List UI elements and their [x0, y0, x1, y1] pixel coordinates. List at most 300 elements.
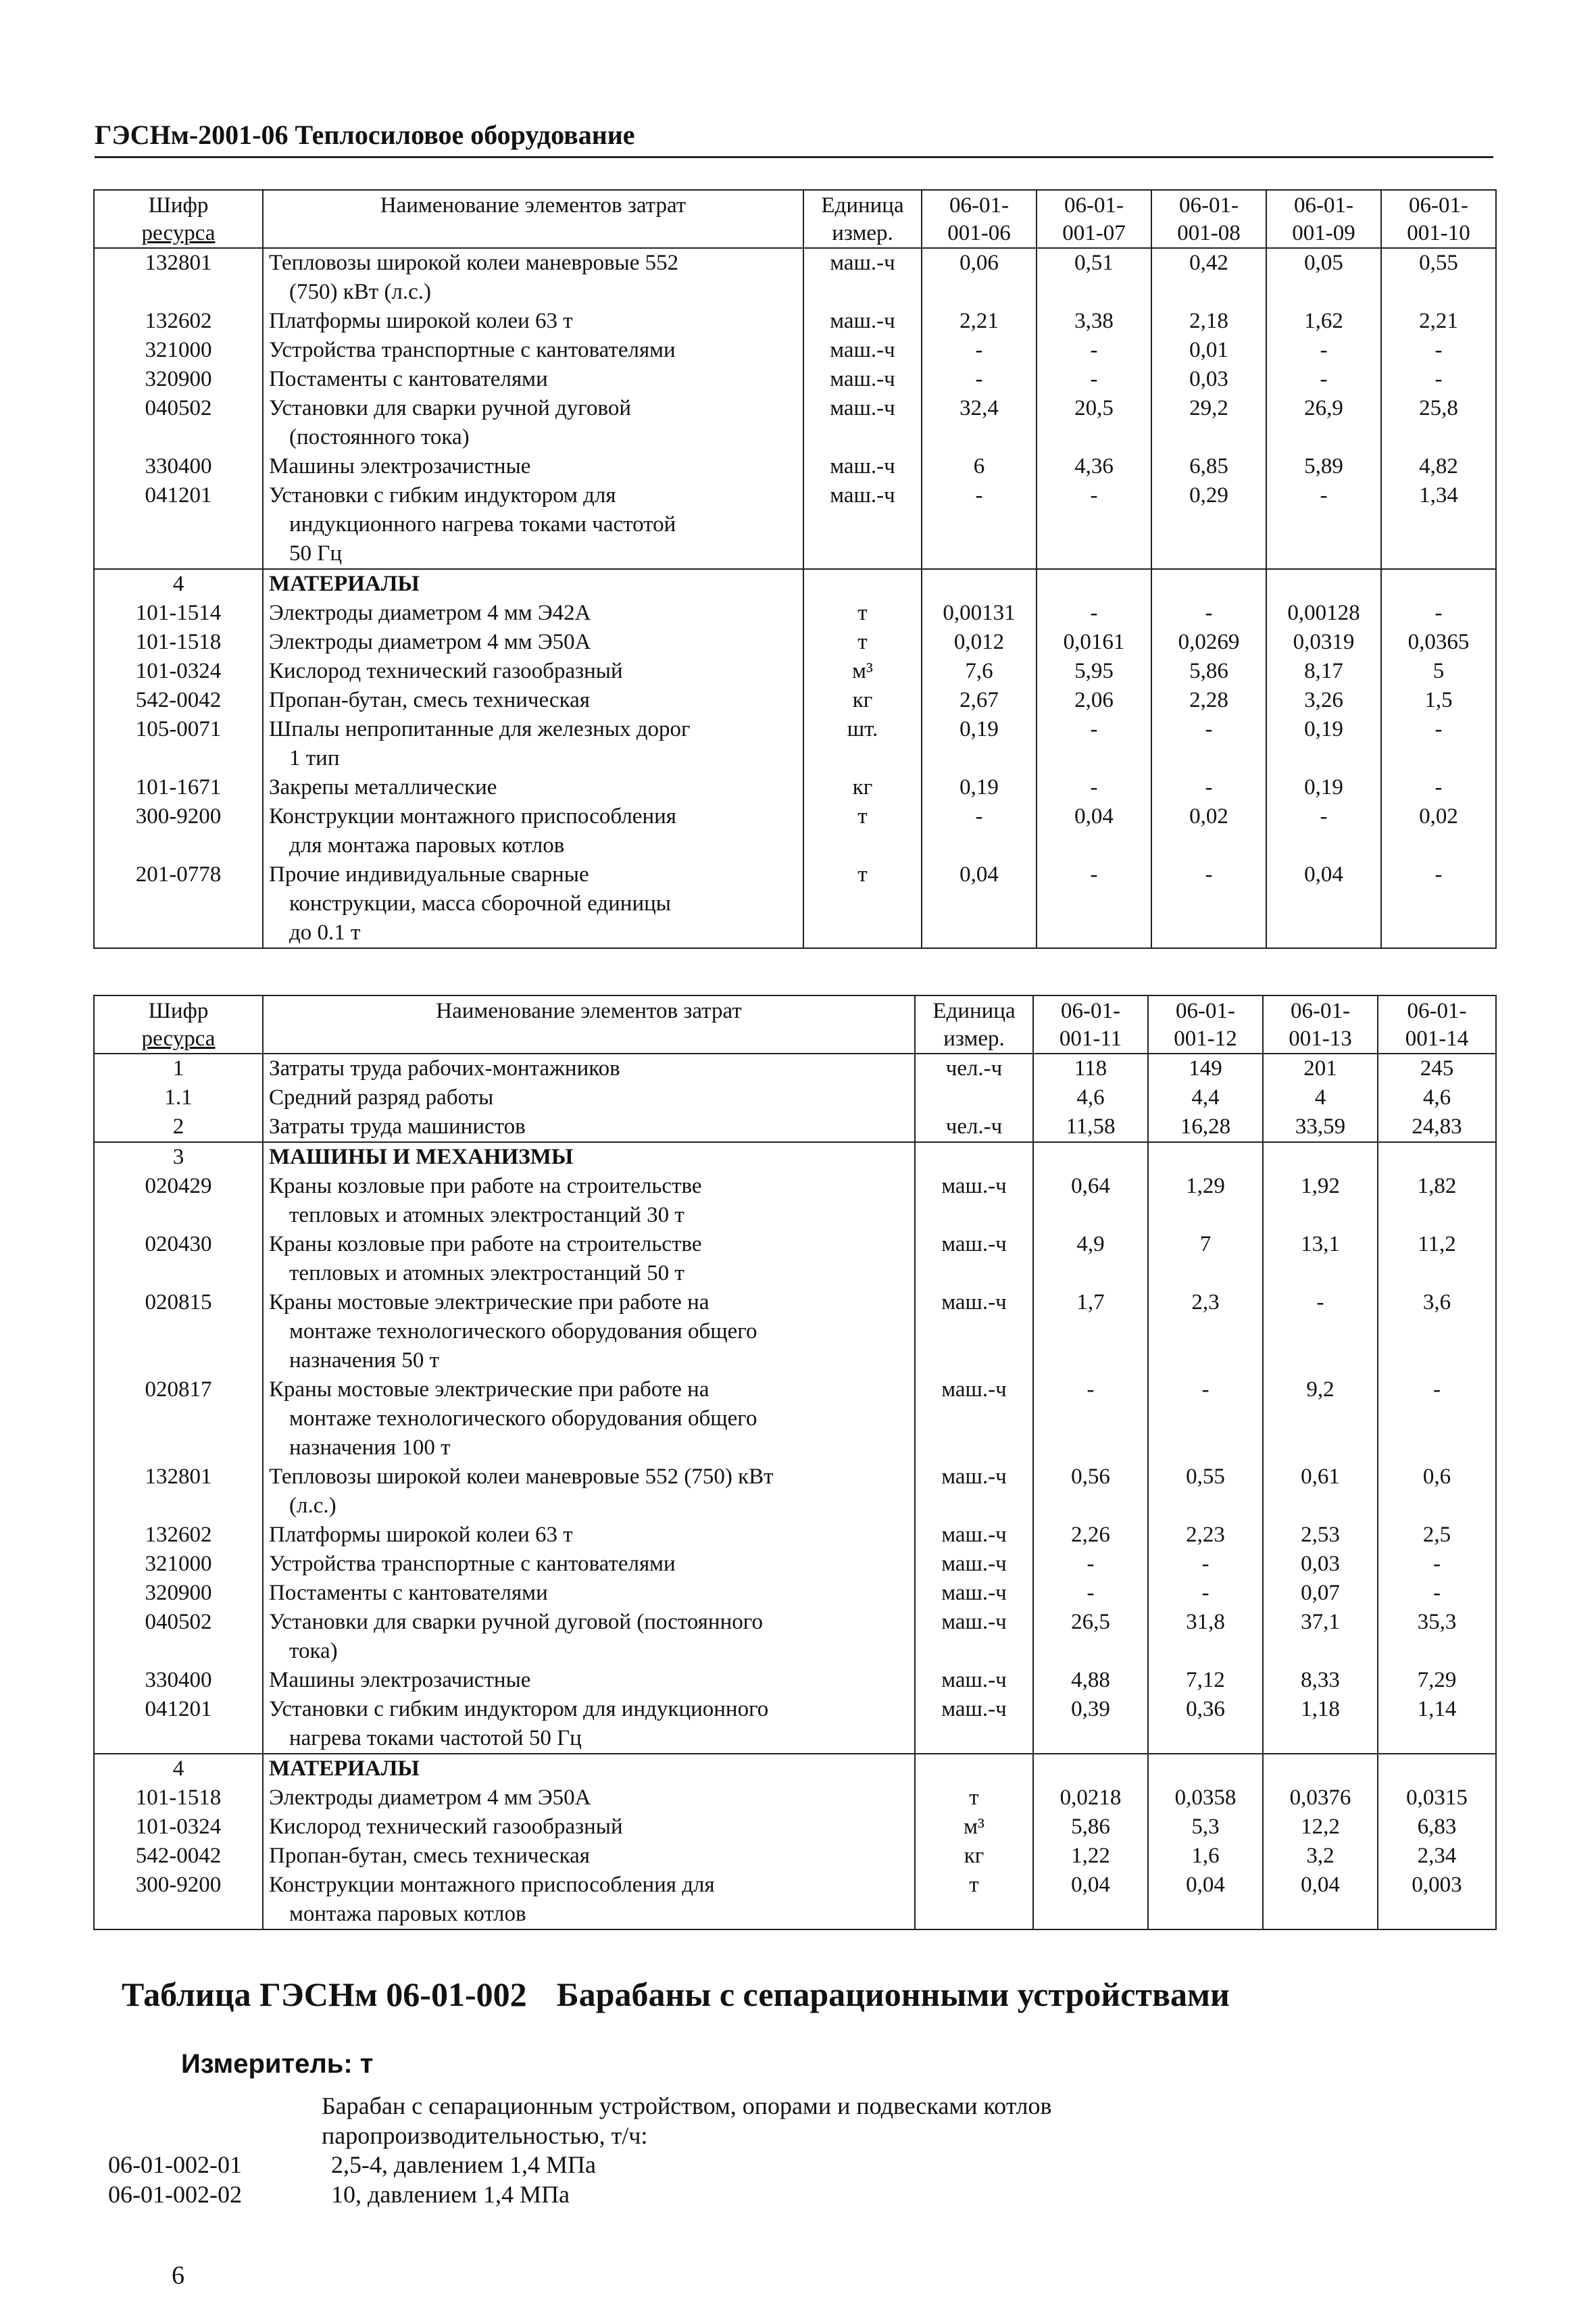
unit: маш.-ч: [915, 1695, 1033, 1754]
norm-value: 0,0218: [1033, 1783, 1148, 1813]
col-header: 06-01- 001-10: [1381, 190, 1496, 248]
table-title-label: Таблица ГЭСНм 06-01-002: [122, 1975, 527, 2013]
unit: т: [803, 802, 922, 860]
table-row: [94, 1288, 1496, 1375]
unit: м³: [803, 657, 922, 686]
cost-element-name: Машины электрозачистные: [263, 1666, 915, 1695]
unit: маш.-ч: [915, 1608, 1033, 1666]
cost-element-name: Тепловозы широкой колеи маневровые 552 (750) кВт (л.с.): [263, 1462, 915, 1521]
cost-element-name: Конструкции монтажного приспособления для монтажа паровых котлов: [263, 1871, 915, 1929]
unit: маш.-ч: [915, 1172, 1033, 1230]
unit: маш.-ч: [803, 336, 922, 365]
norm-value: 3,26: [1266, 686, 1381, 715]
cost-element-name: Кислород технический газообразный: [263, 1813, 915, 1842]
resource-code: 320900: [94, 365, 263, 394]
norm-value: 0,00128: [1266, 599, 1381, 628]
norm-value: 12,2: [1263, 1813, 1378, 1842]
norm-value: 35,3: [1378, 1608, 1496, 1666]
table-header: [94, 995, 1496, 1054]
norm-value: 5,95: [1037, 657, 1151, 686]
norm-value: 0,0161: [1037, 628, 1151, 657]
resource-code: 105-0071: [94, 715, 263, 773]
norm-value: 0,00131: [922, 599, 1037, 628]
norm-value: 1,5: [1381, 686, 1496, 715]
resource-code: 4: [94, 1754, 263, 1783]
unit: маш.-ч: [915, 1230, 1033, 1288]
norm-value: 0,012: [922, 628, 1037, 657]
norm-value: -: [1151, 860, 1266, 948]
unit: маш.-ч: [803, 248, 922, 307]
page-number: 6: [172, 2261, 184, 2290]
norm-value: 0,04: [1266, 860, 1381, 948]
norm-value: 0,19: [1266, 715, 1381, 773]
resource-code: 101-1671: [94, 773, 263, 802]
norm-value: 0,19: [1266, 773, 1381, 802]
table-row: [94, 307, 1496, 336]
cost-element-name: Закрепы металлические: [263, 773, 803, 802]
page-header: ГЭСНм-2001-06 Теплосиловое оборудование: [95, 119, 1493, 158]
norm-value: 2,06: [1037, 686, 1151, 715]
cost-element-name: Краны мостовые электрические при работе на монтаже технологического оборудования общего назначения 100 т: [263, 1375, 915, 1462]
col-header: 06-01- 001-11: [1033, 995, 1148, 1054]
norm-value: -: [1037, 715, 1151, 773]
cost-element-name: МАТЕРИАЛЫ: [263, 569, 803, 599]
norm-value: -: [1037, 860, 1151, 948]
norm-value: 1,29: [1148, 1172, 1263, 1230]
norm-value: 0,01: [1151, 336, 1266, 365]
norm-value: -: [1266, 365, 1381, 394]
norm-value: 0,6: [1378, 1462, 1496, 1521]
norm-value: 0,0269: [1151, 628, 1266, 657]
section-row: [94, 1142, 1496, 1172]
unit: т: [915, 1783, 1033, 1813]
norm-value: 0,02: [1151, 802, 1266, 860]
cost-element-name: Платформы широкой колеи 63 т: [263, 307, 803, 336]
cost-element-name: Краны козловые при работе на строительстве тепловых и атомных электростанций 50 т: [263, 1230, 915, 1288]
section-row: [94, 1754, 1496, 1783]
resource-code: 320900: [94, 1579, 263, 1608]
unit: т: [915, 1871, 1033, 1929]
norm-value: 3,6: [1378, 1288, 1496, 1375]
norm-value: 0,07: [1263, 1579, 1378, 1608]
norm-value: 0,02: [1381, 802, 1496, 860]
norm-value: 201: [1263, 1054, 1378, 1083]
norm-value: 4,9: [1033, 1230, 1148, 1288]
norm-value: 1,82: [1378, 1172, 1496, 1230]
norm-value: -: [922, 336, 1037, 365]
table-row: [94, 1695, 1496, 1754]
resource-code: 201-0778: [94, 860, 263, 948]
cost-element-name: Установки для сварки ручной дуговой (постоянного тока): [263, 394, 803, 452]
name-header: Наименование элементов затрат: [263, 190, 803, 248]
norm-value: 13,1: [1263, 1230, 1378, 1288]
norm-value: 149: [1148, 1054, 1263, 1083]
norm-value: [1148, 1754, 1263, 1783]
norm-value: -: [1378, 1375, 1496, 1462]
norm-value: 2,53: [1263, 1521, 1378, 1550]
norm-value: 2,21: [922, 307, 1037, 336]
norm-value: 0,29: [1151, 481, 1266, 569]
norm-value: 1,92: [1263, 1172, 1378, 1230]
table-body: [94, 1054, 1496, 1929]
norm-value: -: [1037, 773, 1151, 802]
table-row: [94, 452, 1496, 481]
norm-value: -: [1151, 773, 1266, 802]
resource-code: 132602: [94, 1521, 263, 1550]
norm-value: [1378, 1754, 1496, 1783]
col-header: 06-01- 001-09: [1266, 190, 1381, 248]
norm-value: 0,55: [1148, 1462, 1263, 1521]
table-row: [94, 1579, 1496, 1608]
norm-value: 245: [1378, 1054, 1496, 1083]
unit-header: Единица измер.: [915, 995, 1033, 1054]
unit: [915, 1754, 1033, 1783]
norm-value: -: [1148, 1550, 1263, 1579]
norm-value: 5,86: [1151, 657, 1266, 686]
norm-value: 26,9: [1266, 394, 1381, 452]
resource-code: 330400: [94, 1666, 263, 1695]
item-text: 10, давлением 1,4 МПа: [331, 2181, 570, 2208]
norm-value: 2,26: [1033, 1521, 1148, 1550]
norm-value: 3,38: [1037, 307, 1151, 336]
norm-value: -: [1381, 336, 1496, 365]
norm-value: [1037, 569, 1151, 599]
table-row: [94, 1462, 1496, 1521]
norm-value: 6,85: [1151, 452, 1266, 481]
norm-value: 32,4: [922, 394, 1037, 452]
resource-code: 300-9200: [94, 802, 263, 860]
norm-value: 5,89: [1266, 452, 1381, 481]
resource-table-1: [93, 189, 1497, 949]
norm-value: 2,28: [1151, 686, 1266, 715]
norm-value: 0,39: [1033, 1695, 1148, 1754]
norm-value: 16,28: [1148, 1112, 1263, 1142]
norm-value: 8,33: [1263, 1666, 1378, 1695]
resource-code: 041201: [94, 1695, 263, 1754]
resource-code: 101-1518: [94, 1783, 263, 1813]
unit: т: [803, 860, 922, 948]
unit: маш.-ч: [803, 307, 922, 336]
table-row: [94, 248, 1496, 307]
resource-code: 101-1514: [94, 599, 263, 628]
norm-value: -: [1263, 1288, 1378, 1375]
norm-value: 5,86: [1033, 1813, 1148, 1842]
norm-value: -: [1266, 336, 1381, 365]
cost-element-name: Устройства транспортные с кантователями: [263, 1550, 915, 1579]
resource-code: 020815: [94, 1288, 263, 1375]
norm-value: [1263, 1754, 1378, 1783]
norm-value: [1151, 569, 1266, 599]
norm-value: 2,3: [1148, 1288, 1263, 1375]
norm-value: [1378, 1142, 1496, 1172]
resource-code: 330400: [94, 452, 263, 481]
norm-value: 5: [1381, 657, 1496, 686]
table-row: [94, 599, 1496, 628]
resource-code: 542-0042: [94, 686, 263, 715]
table-row: [94, 1813, 1496, 1842]
table-row: [94, 1783, 1496, 1813]
table-row: [94, 394, 1496, 452]
unit: кг: [915, 1842, 1033, 1871]
resource-code: 132801: [94, 1462, 263, 1521]
col-header: 06-01- 001-13: [1263, 995, 1378, 1054]
norm-value: 4: [1263, 1083, 1378, 1112]
cost-element-name: Машины электрозачистные: [263, 452, 803, 481]
unit: кг: [803, 773, 922, 802]
resource-code: 020429: [94, 1172, 263, 1230]
cost-element-name: Кислород технический газообразный: [263, 657, 803, 686]
unit: шт.: [803, 715, 922, 773]
norm-value: 8,17: [1266, 657, 1381, 686]
resource-code: 040502: [94, 1608, 263, 1666]
norm-value: -: [1148, 1579, 1263, 1608]
norm-value: -: [922, 481, 1037, 569]
unit: кг: [803, 686, 922, 715]
meter-label: Измеритель: т: [181, 2049, 374, 2079]
norm-value: 4,88: [1033, 1666, 1148, 1695]
unit: [803, 569, 922, 599]
norm-value: 0,04: [1263, 1871, 1378, 1929]
norm-value: 2,21: [1381, 307, 1496, 336]
norm-value: 20,5: [1037, 394, 1151, 452]
norm-value: 7,6: [922, 657, 1037, 686]
norm-value: 0,0365: [1381, 628, 1496, 657]
norm-value: 2,23: [1148, 1521, 1263, 1550]
table-row: [94, 773, 1496, 802]
norm-value: 4,6: [1378, 1083, 1496, 1112]
table-body: [94, 248, 1496, 948]
norm-value: 0,42: [1151, 248, 1266, 307]
norm-value: 0,19: [922, 715, 1037, 773]
table-row: [94, 860, 1496, 948]
resource-code: 020817: [94, 1375, 263, 1462]
norm-value: 9,2: [1263, 1375, 1378, 1462]
unit: маш.-ч: [915, 1666, 1033, 1695]
table-row: [94, 628, 1496, 657]
norm-value: -: [1378, 1579, 1496, 1608]
norm-value: 2,67: [922, 686, 1037, 715]
unit: маш.-ч: [915, 1375, 1033, 1462]
norm-value: -: [1381, 715, 1496, 773]
norm-value: 0,56: [1033, 1462, 1148, 1521]
norm-value: [1033, 1142, 1148, 1172]
cost-element-name: Постаменты с кантователями: [263, 1579, 915, 1608]
table-row: [94, 1375, 1496, 1462]
resource-code: 132602: [94, 307, 263, 336]
unit: маш.-ч: [915, 1521, 1033, 1550]
norm-value: -: [1033, 1550, 1148, 1579]
table-row: [94, 336, 1496, 365]
norm-value: -: [1381, 599, 1496, 628]
col-header: 06-01- 001-12: [1148, 995, 1263, 1054]
table-row: [94, 802, 1496, 860]
table-row: [94, 365, 1496, 394]
norm-value: 4,82: [1381, 452, 1496, 481]
resource-code: 4: [94, 569, 263, 599]
norm-value: [1381, 569, 1496, 599]
norm-value: 5,3: [1148, 1813, 1263, 1842]
cost-element-name: Устройства транспортные с кантователями: [263, 336, 803, 365]
unit: маш.-ч: [915, 1579, 1033, 1608]
norm-value: 6: [922, 452, 1037, 481]
resource-code: 132801: [94, 248, 263, 307]
list-item: [108, 2180, 570, 2209]
table-title-name: Барабаны с сепарационными устройствами: [556, 1975, 1230, 2013]
cost-element-name: Затраты труда машинистов: [263, 1112, 915, 1142]
norm-value: 0,55: [1381, 248, 1496, 307]
unit: маш.-ч: [915, 1550, 1033, 1579]
cost-element-name: Постаменты с кантователями: [263, 365, 803, 394]
table-header: [94, 190, 1496, 248]
norm-value: -: [1033, 1579, 1148, 1608]
item-code: 06-01-002-02: [108, 2181, 242, 2208]
norm-value: 6,83: [1378, 1813, 1496, 1842]
norm-value: -: [1381, 773, 1496, 802]
table-row: [94, 1083, 1496, 1112]
norm-value: 0,04: [1033, 1871, 1148, 1929]
unit: т: [803, 599, 922, 628]
norm-value: 1,6: [1148, 1842, 1263, 1871]
cost-element-name: Электроды диаметром 4 мм Э50А: [263, 628, 803, 657]
table-row: [94, 1666, 1496, 1695]
norm-value: 2,34: [1378, 1842, 1496, 1871]
norm-value: -: [922, 365, 1037, 394]
table-row: [94, 1521, 1496, 1550]
norm-value: 0,51: [1037, 248, 1151, 307]
table-row: [94, 1608, 1496, 1666]
norm-value: -: [1151, 715, 1266, 773]
code-header: Шифр ресурса: [94, 995, 263, 1054]
norm-value: 29,2: [1151, 394, 1266, 452]
norm-value: 0,06: [922, 248, 1037, 307]
norm-value: -: [1151, 599, 1266, 628]
resource-code: 101-0324: [94, 1813, 263, 1842]
norm-value: 1,18: [1263, 1695, 1378, 1754]
cost-element-name: Затраты труда рабочих-монтажников: [263, 1054, 915, 1083]
table-row: [94, 481, 1496, 569]
cost-element-name: Установки для сварки ручной дуговой (постоянного тока): [263, 1608, 915, 1666]
unit: м³: [915, 1813, 1033, 1842]
norm-value: 3,2: [1263, 1842, 1378, 1871]
norm-value: -: [922, 802, 1037, 860]
norm-value: 118: [1033, 1054, 1148, 1083]
resource-code: 1: [94, 1054, 263, 1083]
cost-element-name: Электроды диаметром 4 мм Э42А: [263, 599, 803, 628]
cost-element-name: Установки с гибким индуктором для индукционного нагрева токами частотой 50 Гц: [263, 1695, 915, 1754]
unit: маш.-ч: [803, 452, 922, 481]
norm-value: 0,0319: [1266, 628, 1381, 657]
norm-value: 0,05: [1266, 248, 1381, 307]
norm-value: [1263, 1142, 1378, 1172]
table-row: [94, 686, 1496, 715]
norm-value: 0,04: [1037, 802, 1151, 860]
cost-element-name: МАШИНЫ И МЕХАНИЗМЫ: [263, 1142, 915, 1172]
resource-code: 101-1518: [94, 628, 263, 657]
col-header: 06-01- 001-07: [1037, 190, 1151, 248]
norm-value: 1,7: [1033, 1288, 1148, 1375]
norm-value: 11,58: [1033, 1112, 1148, 1142]
norm-value: 31,8: [1148, 1608, 1263, 1666]
norm-value: 1,14: [1378, 1695, 1496, 1754]
cost-element-name: Установки с гибким индуктором для индукционного нагрева токами частотой 50 Гц: [263, 481, 803, 569]
norm-value: 25,8: [1381, 394, 1496, 452]
norm-value: 7,12: [1148, 1666, 1263, 1695]
norm-value: 0,03: [1151, 365, 1266, 394]
col-header: 06-01- 001-14: [1378, 995, 1496, 1054]
resource-table-2: [93, 995, 1497, 1930]
norm-value: -: [1266, 481, 1381, 569]
unit: [915, 1142, 1033, 1172]
norm-value: -: [1037, 481, 1151, 569]
table-row: [94, 657, 1496, 686]
cost-element-name: Прочие индивидуальные сварные конструкции, масса сборочной единицы до 0.1 т: [263, 860, 803, 948]
norm-value: 33,59: [1263, 1112, 1378, 1142]
norm-value: 4,4: [1148, 1083, 1263, 1112]
unit: маш.-ч: [915, 1288, 1033, 1375]
resource-code: 321000: [94, 1550, 263, 1579]
norm-value: -: [1148, 1375, 1263, 1462]
norm-value: 26,5: [1033, 1608, 1148, 1666]
norm-value: 0,19: [922, 773, 1037, 802]
norm-value: 4,36: [1037, 452, 1151, 481]
unit: маш.-ч: [803, 365, 922, 394]
norm-value: [922, 569, 1037, 599]
norm-value: 0,0376: [1263, 1783, 1378, 1813]
cost-element-name: Электроды диаметром 4 мм Э50А: [263, 1783, 915, 1813]
item-description: Барабан с сепарационным устройством, опорами и подвесками котлов паропроизводительностью, т/ч:: [322, 2092, 1052, 2149]
resource-code: 3: [94, 1142, 263, 1172]
table-row: [94, 1550, 1496, 1579]
norm-value: -: [1033, 1375, 1148, 1462]
resource-code: 321000: [94, 336, 263, 365]
cost-element-name: Платформы широкой колеи 63 т: [263, 1521, 915, 1550]
norm-value: [1148, 1142, 1263, 1172]
unit: чел.-ч: [915, 1112, 1033, 1142]
col-header: 06-01- 001-08: [1151, 190, 1266, 248]
unit-header: Единица измер.: [803, 190, 922, 248]
section-row: [94, 569, 1496, 599]
norm-value: 24,83: [1378, 1112, 1496, 1142]
cost-element-name: Тепловозы широкой колеи маневровые 552 (750) кВт (л.с.): [263, 248, 803, 307]
norm-value: -: [1381, 860, 1496, 948]
norm-value: [1266, 569, 1381, 599]
norm-value: 0,03: [1263, 1550, 1378, 1579]
cost-element-name: Пропан-бутан, смесь техническая: [263, 686, 803, 715]
cost-element-name: Конструкции монтажного приспособления для монтажа паровых котлов: [263, 802, 803, 860]
unit: маш.-ч: [803, 481, 922, 569]
norm-value: 0,61: [1263, 1462, 1378, 1521]
norm-value: [1033, 1754, 1148, 1783]
norm-value: 0,003: [1378, 1871, 1496, 1929]
norm-value: -: [1037, 336, 1151, 365]
norm-value: 1,22: [1033, 1842, 1148, 1871]
table-row: [94, 1871, 1496, 1929]
resource-code: 542-0042: [94, 1842, 263, 1871]
norm-value: 7: [1148, 1230, 1263, 1288]
cost-element-name: Шпалы непропитанные для железных дорог 1 тип: [263, 715, 803, 773]
cost-element-name: МАТЕРИАЛЫ: [263, 1754, 915, 1783]
item-code: 06-01-002-01: [108, 2151, 242, 2178]
list-item: [108, 2150, 596, 2179]
norm-value: 0,04: [922, 860, 1037, 948]
norm-value: 0,04: [1148, 1871, 1263, 1929]
norm-value: 0,0358: [1148, 1783, 1263, 1813]
norm-value: 2,5: [1378, 1521, 1496, 1550]
resource-code: 1.1: [94, 1083, 263, 1112]
norm-value: 2,18: [1151, 307, 1266, 336]
norm-value: 11,2: [1378, 1230, 1496, 1288]
resource-code: 040502: [94, 394, 263, 452]
